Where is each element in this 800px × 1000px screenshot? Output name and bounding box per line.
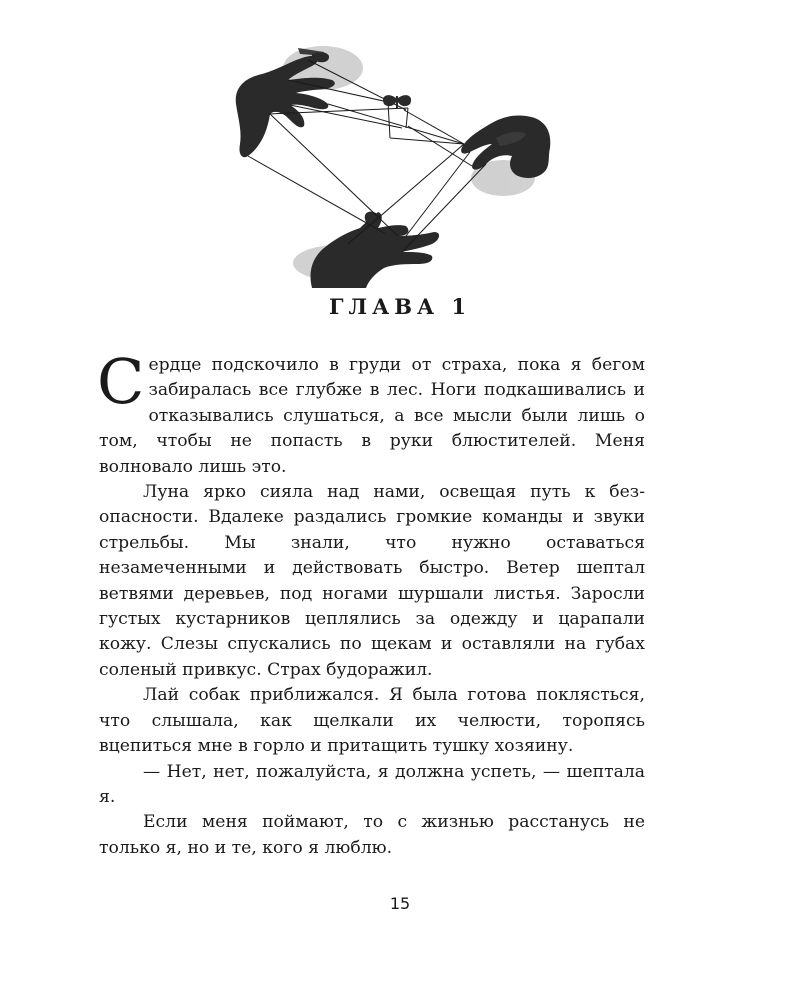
- paragraph-5: Если меня поймают, то с жизнью расстанусь не только я, но и те, кого я люблю.: [99, 812, 645, 858]
- paragraph-3: Лай собак приближался. Я была готова поклясться, что слышала, как щелкали их челюсти, торопясь вцепиться мне в горло и притащить тушку хозяину.: [99, 685, 645, 757]
- paragraph-1: [97, 345, 645, 480]
- hands-string-illustration: [228, 38, 558, 288]
- paragraph-2: Луна ярко сияла над нами, освещая путь к безопасности. Вдалеке раздались громкие команды и звуки стрельбы. Мы знали, что нужно оставаться незамеченными и действовать быстро. Ветер шептал ветвями деревьев, под ногами шуршали листья. Заросли густых кустарников цеплялись за одежду и царапали кожу. Слезы спускались по щекам и оставляли на губах соленый привкус. Страх будоражил.: [99, 482, 645, 680]
- paragraph-4: — Нет, нет, пожалуйста, я должна успеть, — шептала я.: [99, 761, 645, 807]
- page-number: 15: [389, 894, 411, 913]
- butterfly-icon: [383, 95, 411, 108]
- chapter-heading: ГЛАВА 1: [329, 294, 471, 319]
- hands-cats-cradle-icon: [228, 38, 558, 288]
- body-text: [97, 345, 645, 861]
- drop-cap: С: [97, 345, 145, 418]
- paragraph-1-text: ердце подскочило в груди от страха, пока я бегом забиралась все глубже в лес. Ноги подкашивались и отказывались слушаться, а все мысли были лишь о том, чтобы не попасть в руки блюстителей. Меня волновало лишь это.: [99, 355, 645, 477]
